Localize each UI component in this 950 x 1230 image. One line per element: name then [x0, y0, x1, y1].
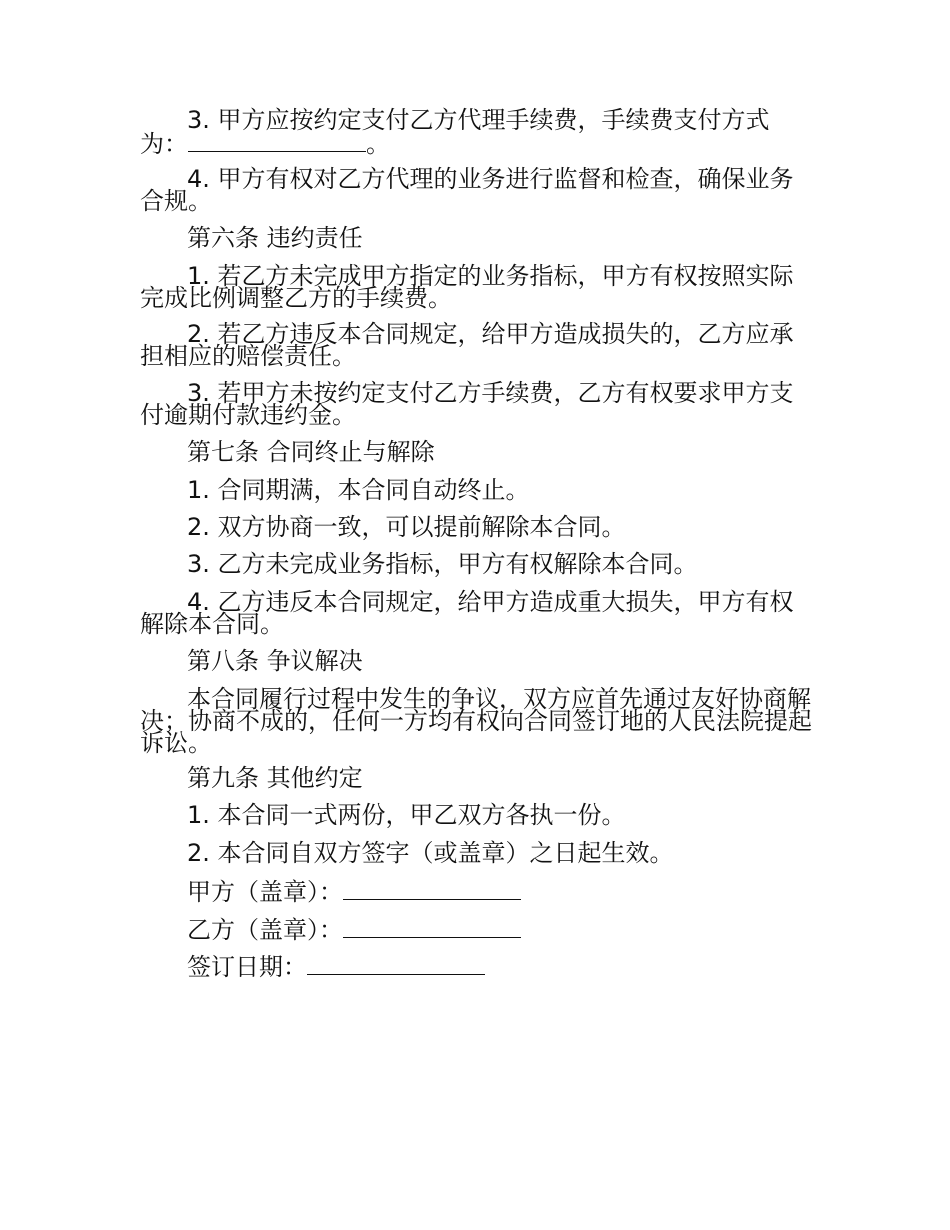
clause-6-item-1: 1. 若乙方未完成甲方指定的业务指标，甲方有权按照实际完成比例调整乙方的手续费。: [140, 262, 794, 312]
party-a-blank: [343, 879, 521, 900]
party-b-label: 乙方（盖章）：: [187, 916, 343, 944]
party-b-blank: [343, 917, 521, 938]
payment-method-blank: [188, 131, 366, 152]
party-b-signature: [187, 916, 521, 944]
clause-5-item-3-end: 。: [366, 130, 390, 158]
party-a-label: 甲方（盖章）：: [187, 878, 343, 906]
clause-9-heading: 第九条 其他约定: [187, 764, 363, 792]
party-a-signature: [187, 878, 521, 906]
clause-8-heading: 第八条 争议解决: [187, 647, 363, 675]
clause-9-item-2: 2. 本合同自双方签字（或盖章）之日起生效。: [187, 839, 674, 867]
clause-6-item-3: 3. 若甲方未按约定支付乙方手续费，乙方有权要求甲方支付逾期付款违约金。: [140, 379, 794, 429]
clause-5-item-3-text: 3. 甲方应按约定支付乙方代理手续费，手续费支付方式为：: [140, 106, 770, 158]
clause-9-item-1: 1. 本合同一式两份，甲乙双方各执一份。: [187, 801, 626, 829]
clause-7-item-1: 1. 合同期满，本合同自动终止。: [187, 476, 530, 504]
clause-7-item-2: 2. 双方协商一致，可以提前解除本合同。: [187, 513, 626, 541]
signing-date-blank: [307, 954, 485, 975]
clause-6-heading: 第六条 违约责任: [187, 224, 363, 252]
clause-6-item-2: 2. 若乙方违反本合同规定，给甲方造成损失的，乙方应承担相应的赔偿责任。: [140, 320, 794, 370]
clause-7-heading: 第七条 合同终止与解除: [187, 438, 435, 466]
clause-5-item-3: [140, 106, 812, 158]
signing-date-label: 签订日期：: [187, 953, 307, 981]
clause-8-text: 本合同履行过程中发生的争议，双方应首先通过友好协商解决；协商不成的，任何一方均有权向合同签订地的人民法院提起诉讼。: [140, 685, 812, 757]
signing-date: [187, 953, 485, 981]
clause-7-item-3: 3. 乙方未完成业务指标，甲方有权解除本合同。: [187, 550, 698, 578]
clause-7-item-4: 4. 乙方违反本合同规定，给甲方造成重大损失，甲方有权解除本合同。: [140, 588, 794, 638]
clause-5-item-4: 4. 甲方有权对乙方代理的业务进行监督和检查，确保业务合规。: [140, 165, 794, 215]
